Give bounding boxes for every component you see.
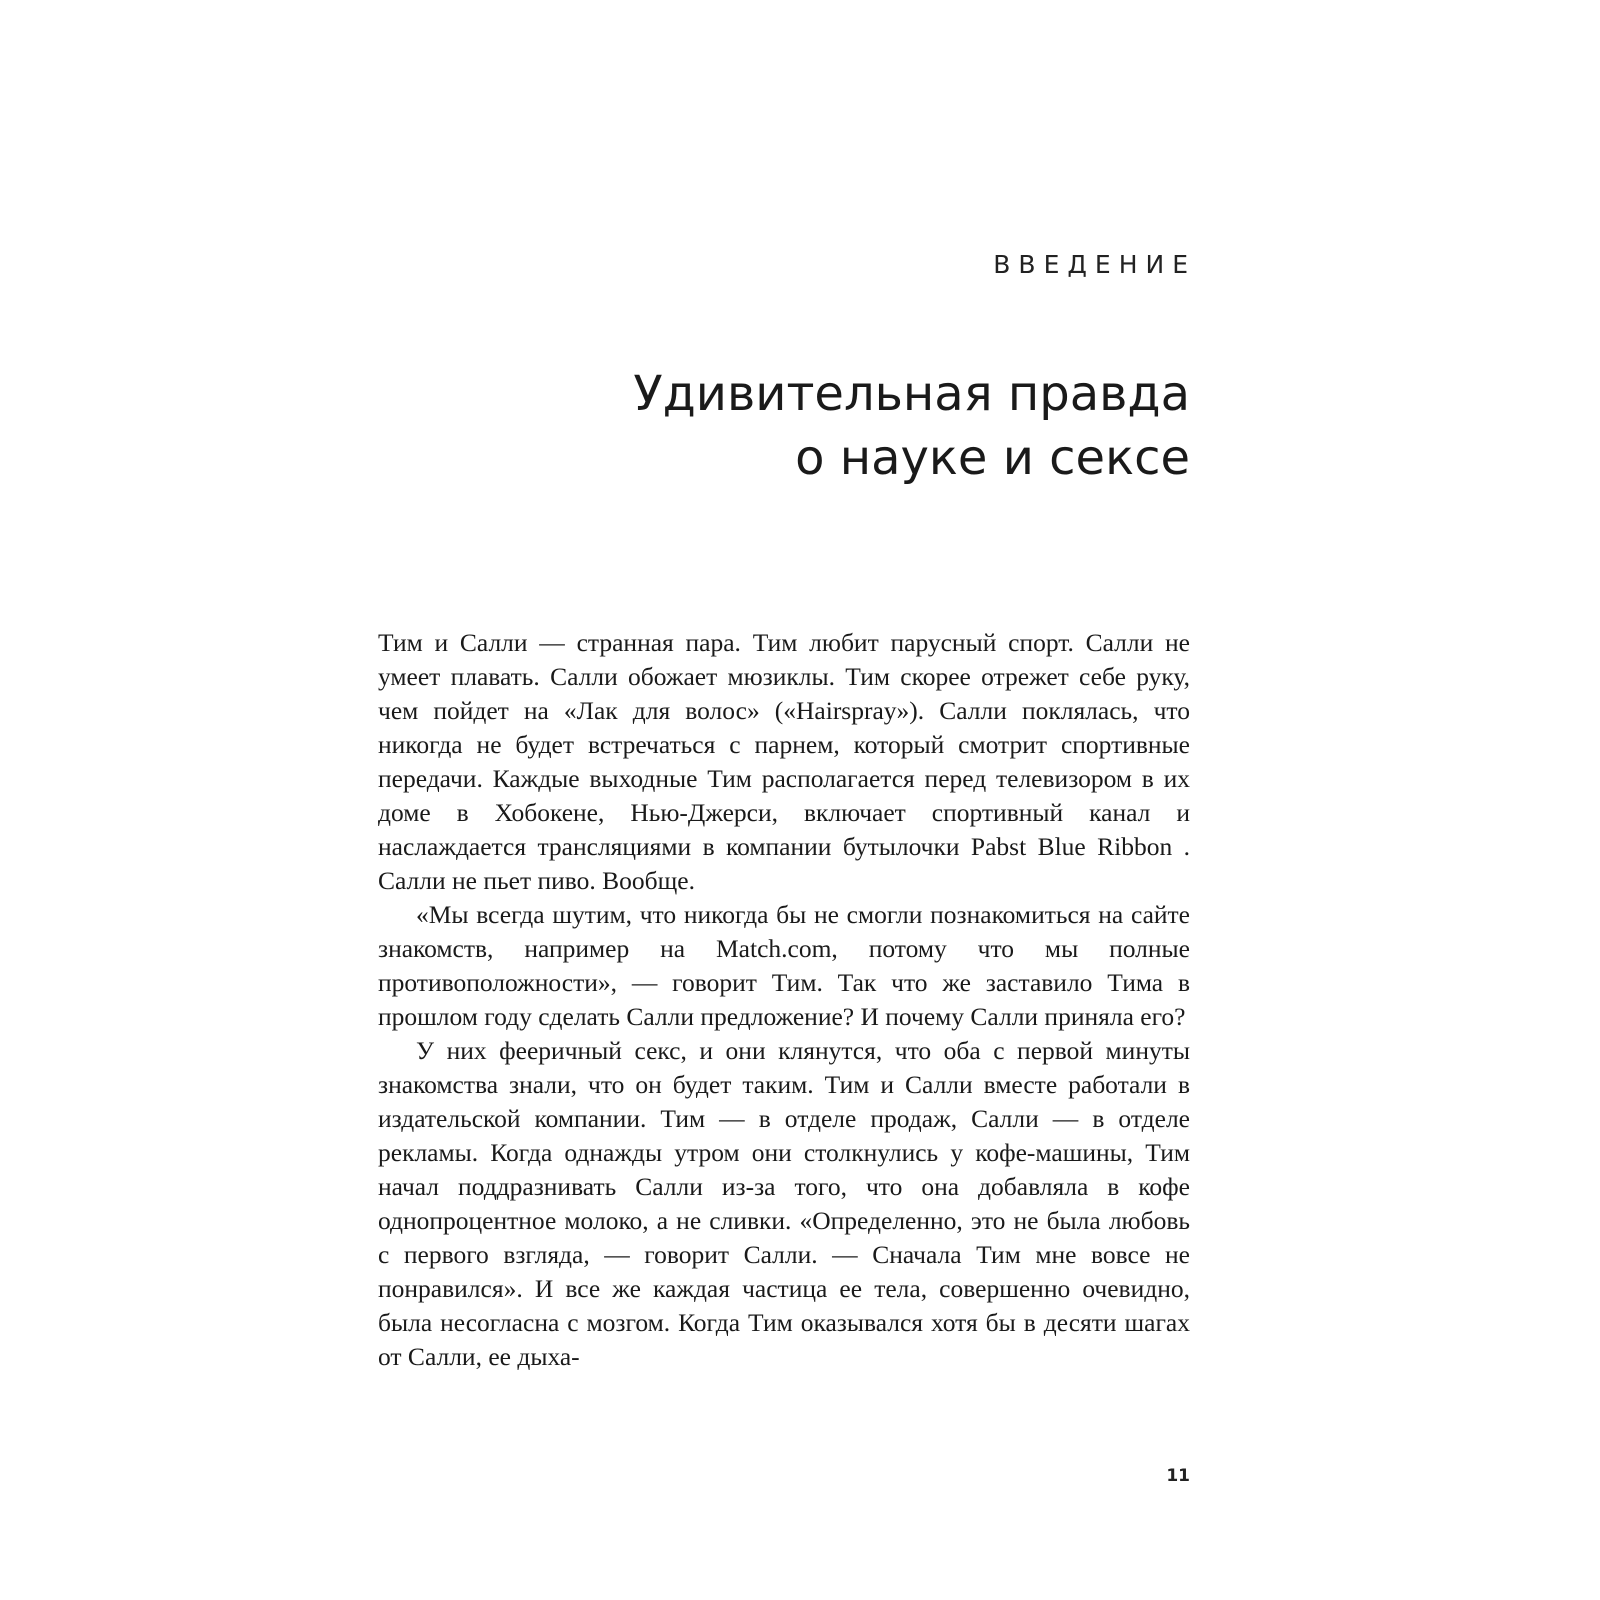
chapter-title-line-1: Удивительная правда <box>633 366 1190 422</box>
paragraph-3: У них фееричный секс, и они клянутся, что оба с первой минуты знакомства знали, что он будет таким. Тим и Салли вместе работали в издательской компании. Тим — в отделе продаж, Салли — в отделе рекламы. Когда однажды утром они столкнулись у кофе-машины, Тим начал поддразнивать Салли из-за того, что она добавляла в кофе однопроцентное молоко, а не сливки. «Определенно, это не была любовь с первого взгляда, — говорит Салли. — Сначала Тим мне вовсе не понравился». И все же каждая частица ее тела, совершенно очевидно, была несогласна с мозгом. Когда Тим оказывался хотя бы в десяти шагах от Салли, ее дыха- <box>378 1036 1190 1371</box>
chapter-title-line-2: о науке и сексе <box>795 430 1190 486</box>
chapter-label: ВВЕДЕНИЕ <box>993 250 1196 279</box>
chapter-title <box>490 362 1190 490</box>
paragraph-1: Тим и Салли — странная пара. Тим любит парусный спорт. Салли не умеет плавать. Салли обожает мюзиклы. Тим скорее отрежет себе руку, чем пойдет на «Лак для волос» («Hairspray»). Салли поклялась, что никогда не будет встречаться с парнем, который смотрит спортивные передачи. Каждые выходные Тим располагается перед телевизором в их доме в Хобокене, Нью-Джерси, включает спортивный канал и наслаждается трансляциями в компании бутылочки Pabst Blue Ribbon . Салли не пьет пиво. Вообще. <box>378 628 1190 895</box>
body-text <box>378 626 1190 1374</box>
paragraph-2: «Мы всегда шутим, что никогда бы не смогли познакомиться на сайте знакомств, например на Match.com, потому что мы полные противоположности», — говорит Тим. Так что же заставило Тима в прошлом году сделать Салли предложение? И почему Салли приняла его? <box>378 900 1190 1031</box>
page-number: 11 <box>1166 1466 1190 1486</box>
